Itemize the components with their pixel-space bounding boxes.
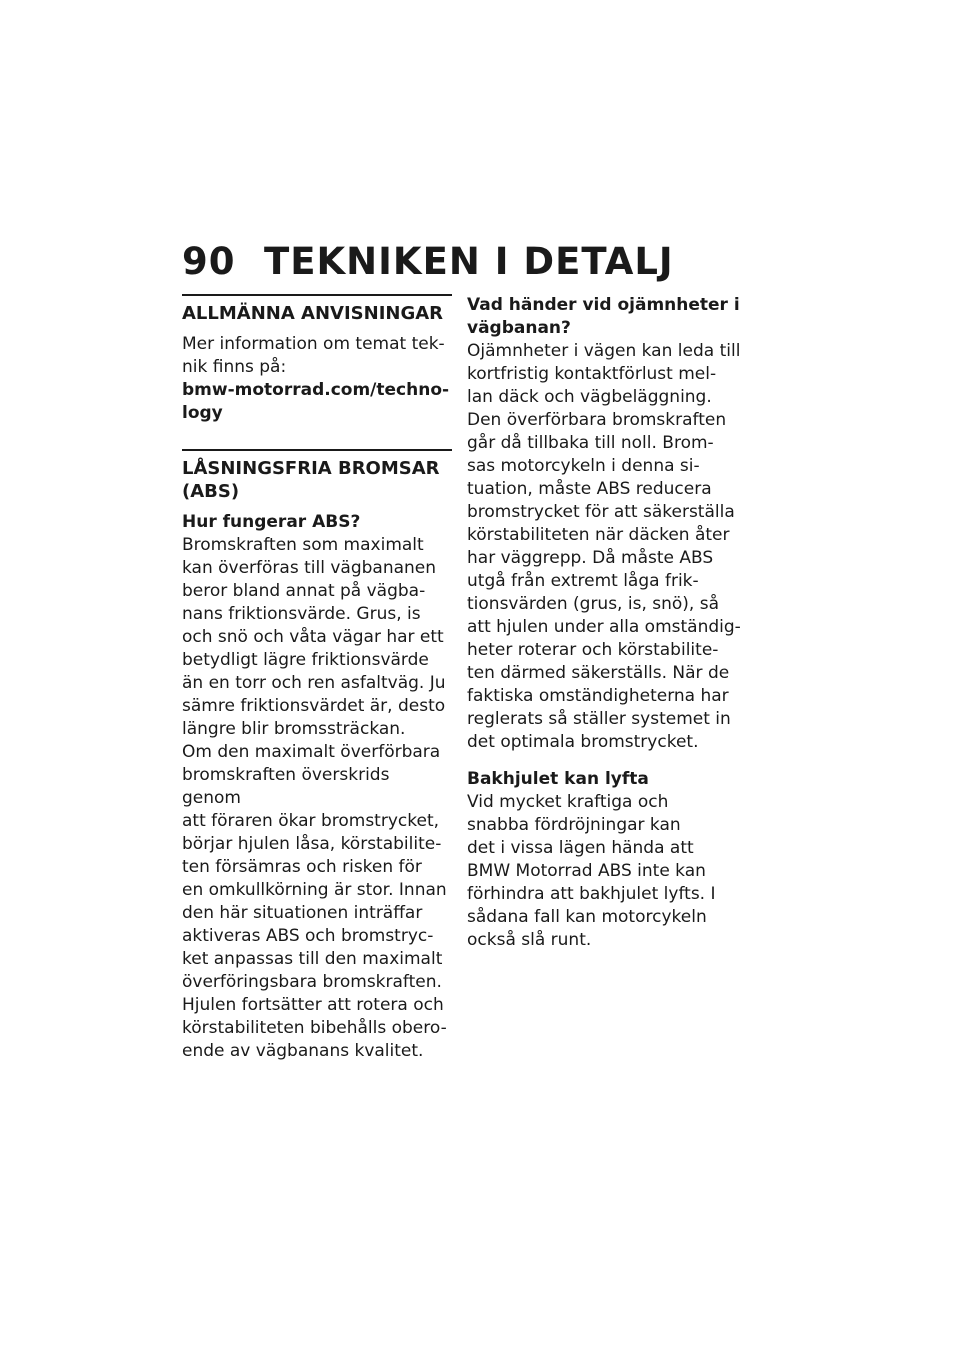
rear-wheel-heading: Bakhjulet kan lyfta: [467, 769, 649, 789]
abs-how-heading: Hur fungerar ABS?: [182, 512, 361, 532]
general-text: Mer information om temat tek- nik finns på:: [182, 334, 445, 377]
uneven-road-section: [467, 294, 742, 754]
rear-wheel-section: [467, 768, 742, 952]
general-heading: ALLMÄNNA ANVISNINGAR: [182, 294, 452, 325]
abs-paragraph-2: Om den maximalt överförbara bromskraften överskrids genom att föraren ökar bromstrycket, börjar hjulen låsa, körstabilite- ten försämras och risken för en omkullkörning är stor. Innan den här situationen inträffar aktiveras ABS och bromstryc- ket anpassas till den maximalt överföringsbara bromskraften. Hjulen fortsätter att rotera och körstabiliteten bibehålls obero- ende av vägbanans kvalitet.: [182, 742, 447, 1061]
rear-wheel-paragraph: Vid mycket kraftiga och snabba fördröjningar kan det i vissa lägen hända att BMW Motorrad ABS inte kan förhindra att bakhjulet lyfts. I sådana fall kan motorcykeln också slå runt.: [467, 792, 716, 950]
abs-paragraph-1: Bromskraften som maximalt kan överföras till vägbananen beror bland annat på vägba- nans friktionsvärde. Grus, is och snö och våta vägar har ett betydligt lägre friktionsvärde än en torr och ren asfaltväg. Ju sämre friktionsvärdet är, desto längre blir bromssträckan.: [182, 535, 446, 739]
technology-link[interactable]: bmw-motorrad.com/techno- logy: [182, 380, 450, 423]
abs-section: [182, 449, 452, 1063]
page-header: [182, 238, 742, 286]
right-column: [467, 294, 742, 952]
abs-heading: LÅSNINGSFRIA BROMSAR (ABS): [182, 449, 452, 503]
uneven-road-heading: Vad händer vid ojämnheter i vägbanan?: [467, 295, 740, 338]
general-section: [182, 294, 452, 425]
left-column: [182, 294, 452, 1063]
chapter-title: TEKNIKEN I DETALJ: [264, 240, 674, 283]
page-number: 90: [182, 240, 236, 283]
uneven-road-paragraph: Ojämnheter i vägen kan leda till kortfristig kontaktförlust mel- lan däck och vägbeläggning. Den överförbara bromskraften går då tillbaka till noll. Brom- sas motorcykeln i denna si- tuation, måste ABS reducera bromstrycket för att säkerställa körstabiliteten när däcken åter har väggrepp. Då måste ABS utgå från extremt låga frik- tionsvärden (grus, is, snö), så att hjulen under alla omständig- heter roterar och körstabilite- ten därmed säkerställs. När de faktiska omständigheterna har reglerats så ställer systemet in det optimala bromstrycket.: [467, 341, 741, 752]
